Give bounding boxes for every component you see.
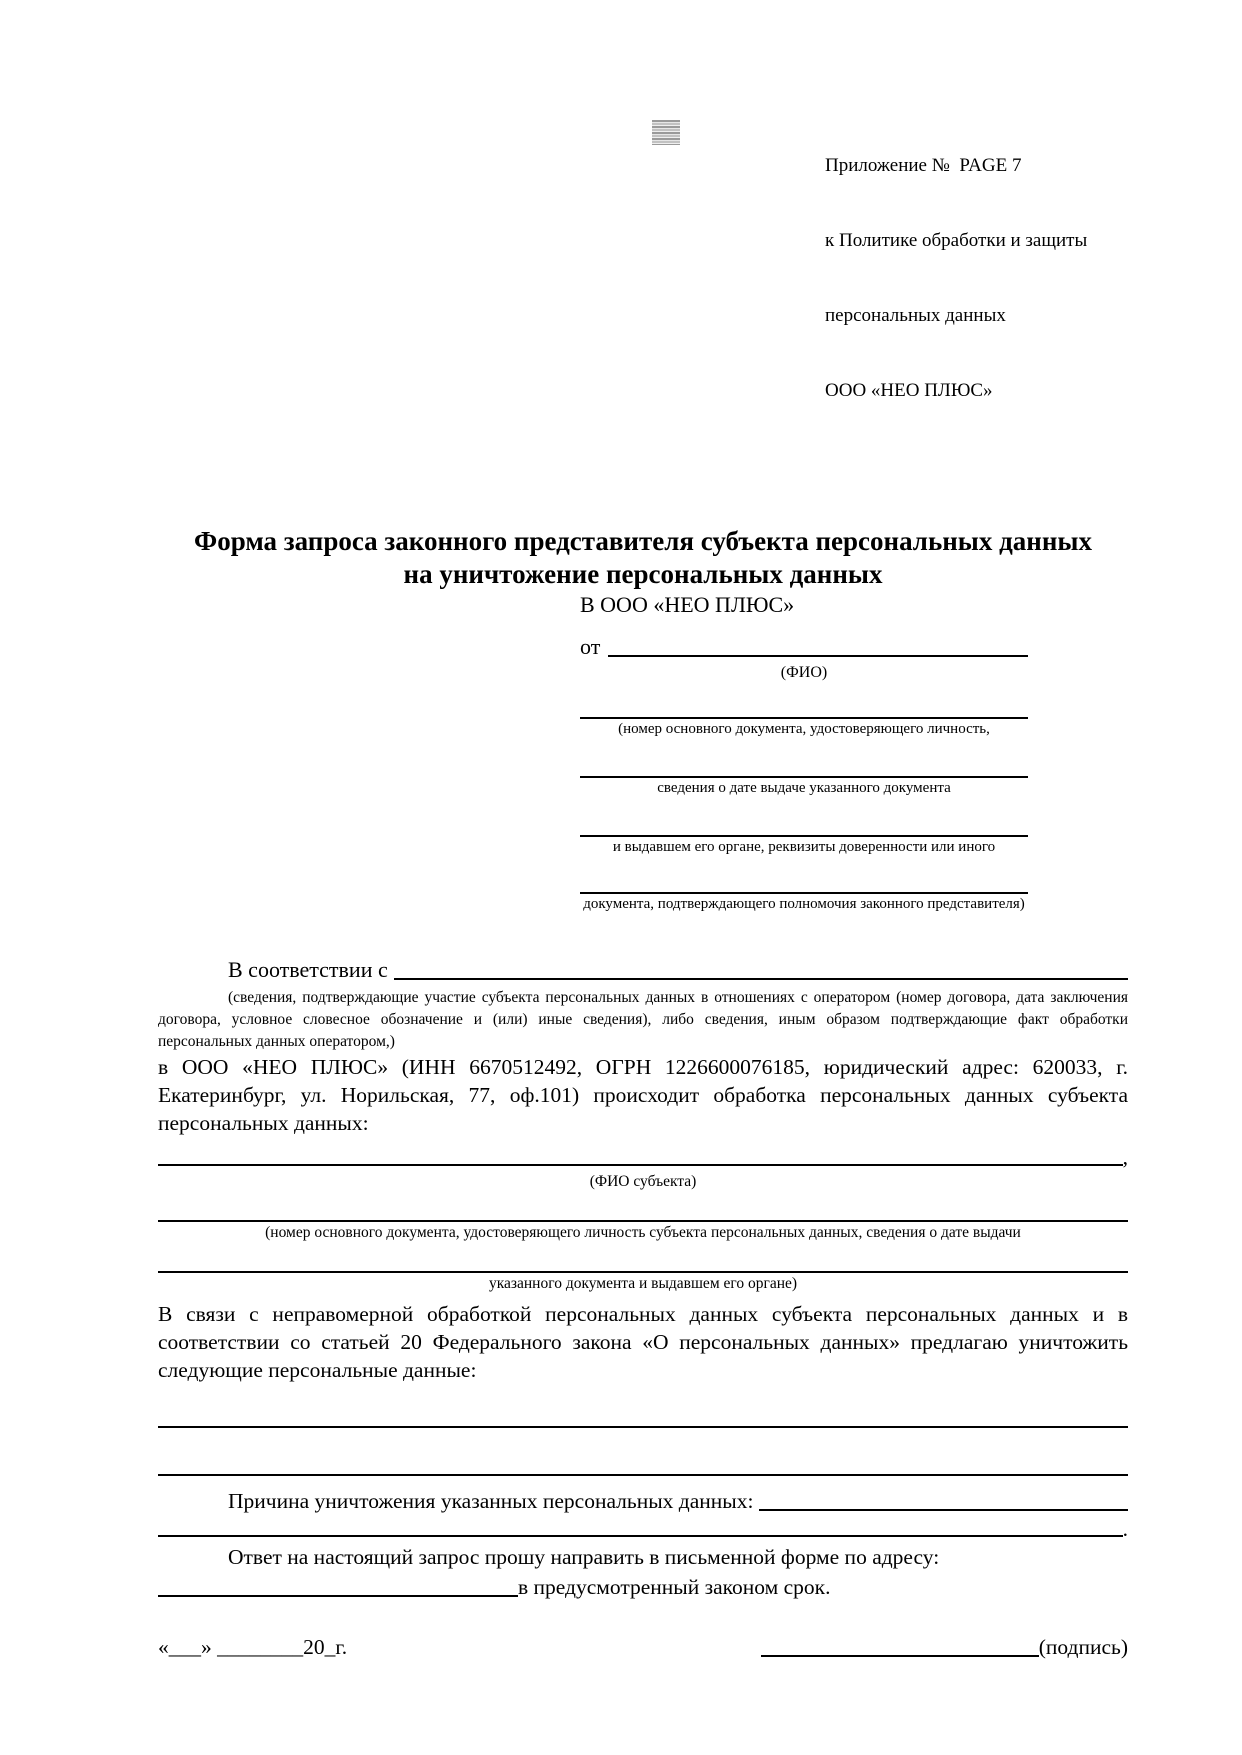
according-note: (сведения, подтверждающие участие субъекта персональных данных в отношениях с оператором (номер договора, дата заключения договора, условное словесное обозначение и (или) иные сведения), либо сведения, иным образом подтверждающие факт обработки персональных данных оператором,) bbox=[158, 989, 1128, 1050]
date-line: «___» ________20_г. bbox=[158, 1635, 348, 1659]
blank-field-line bbox=[580, 858, 1028, 894]
operator-paragraph: в ООО «НЕО ПЛЮС» (ИНН 6670512492, ОГРН 1226600076185, юридический адрес: 620033, г. Екатеринбург, ул. Норильская, 77, оф.101) происходит обработка персональных данных субъекта персональных данных: bbox=[158, 1055, 1128, 1135]
destruction-data-field-line bbox=[158, 1392, 1128, 1428]
destruction-data-field-line bbox=[158, 1428, 1128, 1476]
field-caption: документа, подтверждающего полномочия законного представителя) bbox=[583, 896, 1025, 912]
signature-caption: (подпись) bbox=[1038, 1635, 1128, 1659]
document-header bbox=[825, 103, 1128, 453]
according-field-line bbox=[394, 978, 1128, 980]
signature-block bbox=[761, 1632, 1128, 1662]
reason-continuation-row bbox=[158, 1516, 1128, 1542]
addressee-block bbox=[580, 591, 1028, 915]
reply-address-field-line bbox=[158, 1595, 518, 1597]
reply-paragraph: Ответ на настоящий запрос прошу направить в письменной форме по адресу: bbox=[228, 1545, 940, 1569]
blank-field-line bbox=[580, 683, 1028, 719]
field-caption: (номер основного документа, удостоверяющего личность, bbox=[618, 721, 990, 737]
header-line: к Политике обработки и защиты bbox=[825, 230, 1088, 251]
subject-doc-caption-1: (номер основного документа, удостоверяющего личность субъекта персональных данных, сведения о дате выдачи bbox=[265, 1224, 1021, 1241]
from-field-line bbox=[608, 655, 1028, 657]
reason-field-row bbox=[158, 1486, 1128, 1516]
according-label: В соответствии с bbox=[228, 957, 388, 982]
subject-fio-field-line bbox=[158, 1164, 1123, 1166]
document-footer bbox=[158, 1632, 1128, 1662]
title-line-2: на уничтожение персональных данных bbox=[403, 559, 883, 589]
subject-doc-field-line bbox=[158, 1192, 1128, 1222]
field-caption: сведения о дате выдаче указанного документа bbox=[657, 780, 951, 796]
header-line: Приложение № PAGE 7 bbox=[825, 155, 1022, 176]
signature-field-line bbox=[761, 1655, 1039, 1657]
document-content bbox=[158, 0, 1128, 1662]
reason-field-line bbox=[759, 1509, 1128, 1511]
comma-suffix: , bbox=[1122, 1145, 1128, 1169]
document-title bbox=[158, 525, 1128, 591]
period-suffix: . bbox=[1122, 1517, 1128, 1541]
blank-field-line bbox=[580, 740, 1028, 778]
subject-doc-field-line bbox=[158, 1243, 1128, 1273]
according-field-row bbox=[158, 955, 1128, 985]
subject-fio-field-row bbox=[158, 1143, 1128, 1171]
field-caption: и выдавшем его органе, реквизиты доверенности или иного bbox=[612, 839, 996, 855]
reply-address-row bbox=[158, 1572, 1128, 1602]
fio-caption: (ФИО) bbox=[780, 664, 828, 681]
reason-continuation-line bbox=[158, 1535, 1123, 1537]
title-line-1: Форма запроса законного представителя субъекта персональных данных bbox=[194, 526, 1092, 556]
subject-fio-caption: (ФИО субъекта) bbox=[589, 1173, 697, 1190]
subject-doc-caption-2: указанного документа и выдавшем его органе) bbox=[488, 1275, 798, 1292]
request-paragraph: В связи с неправомерной обработкой персональных данных субъекта персональных данных и в соответствии со статьей 20 Федерального закона «О персональных данных» предлагаю уничтожить следующие персональные данные: bbox=[158, 1302, 1128, 1382]
from-field-row bbox=[580, 632, 1028, 662]
reason-label: Причина уничтожения указанных персональных данных: bbox=[228, 1489, 754, 1513]
from-label: от bbox=[580, 634, 601, 659]
reply-suffix-text: в предусмотренный законом срок. bbox=[518, 1575, 831, 1599]
addressee-to: В ООО «НЕО ПЛЮС» bbox=[580, 592, 795, 617]
header-line: персональных данных bbox=[825, 305, 1006, 326]
header-line: ООО «НЕО ПЛЮС» bbox=[825, 380, 993, 401]
blank-field-line bbox=[580, 799, 1028, 837]
